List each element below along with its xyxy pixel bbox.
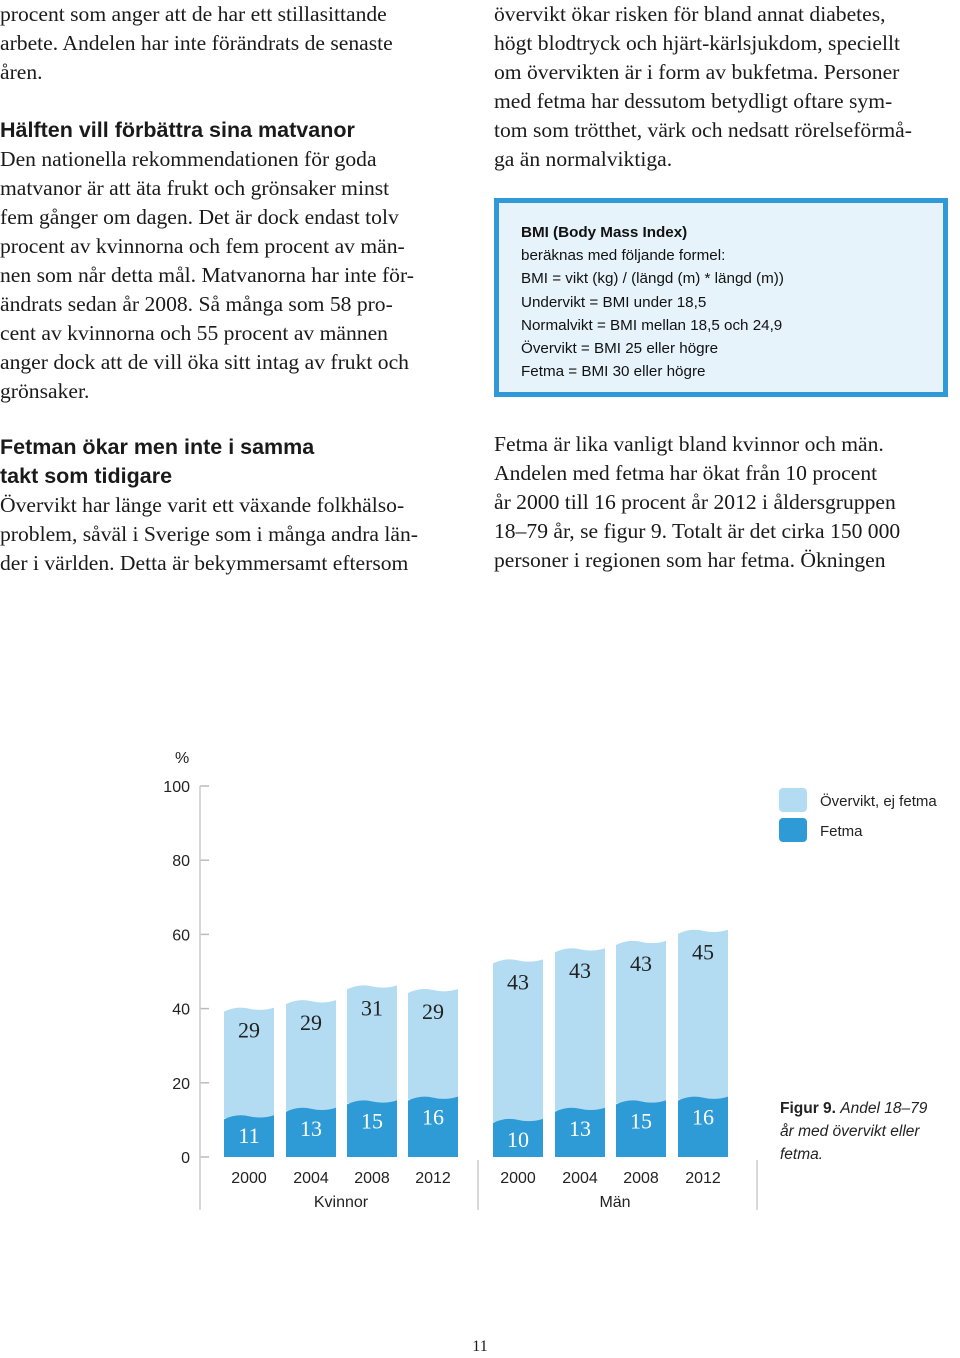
paragraph-overvikt: Övervikt har länge varit ett växande folkhälso- problem, såväl i Sverige som i många andra län- der i världen. Detta är bekymmersamt eftersom [0,493,418,575]
bmi-fact-line: Fetma = BMI 30 eller högre [521,363,706,381]
bar-label-overvikt: 43 [630,950,652,976]
bar-label-fetma: 10 [507,1126,529,1152]
figure-caption-line: fetma. [780,1146,824,1163]
bar-label-overvikt: 31 [361,995,383,1021]
legend-label: Fetma [820,823,863,840]
group-label-kvinnor: Kvinnor [313,1194,369,1211]
bmi-fact-line: Övervikt = BMI 25 eller högre [521,340,719,358]
x-tick-label: 2008 [354,1170,390,1187]
paragraph-risker: övervikt ökar risken för bland annat diabetes, högt blodtryck och hjärt-kärlsjukdom, speciellt om övervikten är i form av bukfetma. Personer med fetma har dessutom betydligt oftare sym- tom som trötthet, värk och nedsatt rörelseförmå- ga än normalviktiga. [494,2,912,171]
heading-fetman: Fetman ökar men inte i samma takt som tidigare [0,435,315,488]
y-tick-label: 0 [181,1150,190,1167]
page-number: 11 [472,1338,488,1355]
y-axis-label: % [175,750,190,767]
bar-label-fetma: 11 [238,1123,260,1149]
bar-label-overvikt: 45 [692,939,714,965]
figure-caption-label: Figur 9. [780,1100,841,1117]
bmi-fact-line: beräknas med följande formel: [521,247,726,265]
bar-label-overvikt: 29 [238,1017,260,1043]
y-tick-label: 60 [172,927,190,945]
figure-caption-line: Andel 18–79 [840,1100,928,1117]
paragraph-fetma-andel: Fetma är lika vanligt bland kvinnor och män. Andelen med fetma har ökat från 10 procent år 2000 till 16 procent år 2012 i åldersgruppen 18–79 år, se figur 9. Totalt är det cirka 150 000 personer i regionen som har fetma. Ökningen [494,432,901,572]
y-tick-label: 40 [172,1001,190,1019]
bar-label-overvikt: 29 [422,999,444,1025]
y-tick-label: 20 [172,1075,190,1093]
bar-label-overvikt: 43 [507,969,529,995]
bar-label-fetma: 16 [422,1104,444,1130]
bar-label-fetma: 13 [300,1115,322,1141]
heading-matvanor: Hälften vill förbättra sina matvanor [0,118,355,142]
bar-label-fetma: 13 [569,1115,591,1141]
figure-caption-line: år med övervikt eller [780,1123,920,1140]
bmi-fact-title: BMI (Body Mass Index) [521,224,688,241]
bar-label-overvikt: 29 [300,1010,322,1036]
x-tick-label: 2012 [415,1170,451,1187]
x-tick-label: 2000 [231,1170,267,1187]
bar-label-fetma: 15 [630,1108,652,1134]
x-tick-label: 2000 [500,1170,536,1187]
bar-label-fetma: 15 [361,1108,383,1134]
paragraph-matvanor: Den nationella rekommendationen för goda matvanor är att äta frukt och grönsaker minst fem gånger om dagen. Det är dock endast tolv procent av kvinnorna och fem procent av män- nen som når detta mål. Matvanorna har inte för- ändrats sedan år 2008. Så många som 58 pro- cent av kvinnorna och 55 procent av männen anger dock att de vill öka sitt intag av frukt och grönsaker. [0,147,414,403]
legend-label: Övervikt, ej fetma [820,793,937,810]
y-tick-label: 80 [172,853,190,871]
bmi-fact-line: BMI = vikt (kg) / (längd (m) * längd (m)) [521,270,784,288]
y-tick-label: 100 [163,779,190,796]
bar-label-overvikt: 43 [569,958,591,984]
legend-swatch [779,788,807,812]
bmi-fact-line: Undervikt = BMI under 18,5 [521,293,707,311]
legend-swatch [779,818,807,842]
bar-label-fetma: 16 [692,1104,714,1130]
intro-paragraph: procent som anger att de har ett stillasittande arbete. Andelen har inte förändrats de senaste åren. [0,2,393,84]
group-label-man: Män [599,1194,631,1211]
x-tick-label: 2008 [623,1170,659,1187]
x-tick-label: 2004 [562,1170,598,1187]
x-tick-label: 2012 [685,1170,721,1187]
bmi-fact-line: Normalvikt = BMI mellan 18,5 och 24,9 [521,316,783,334]
x-tick-label: 2004 [293,1170,329,1187]
figure-caption [780,1100,928,1163]
